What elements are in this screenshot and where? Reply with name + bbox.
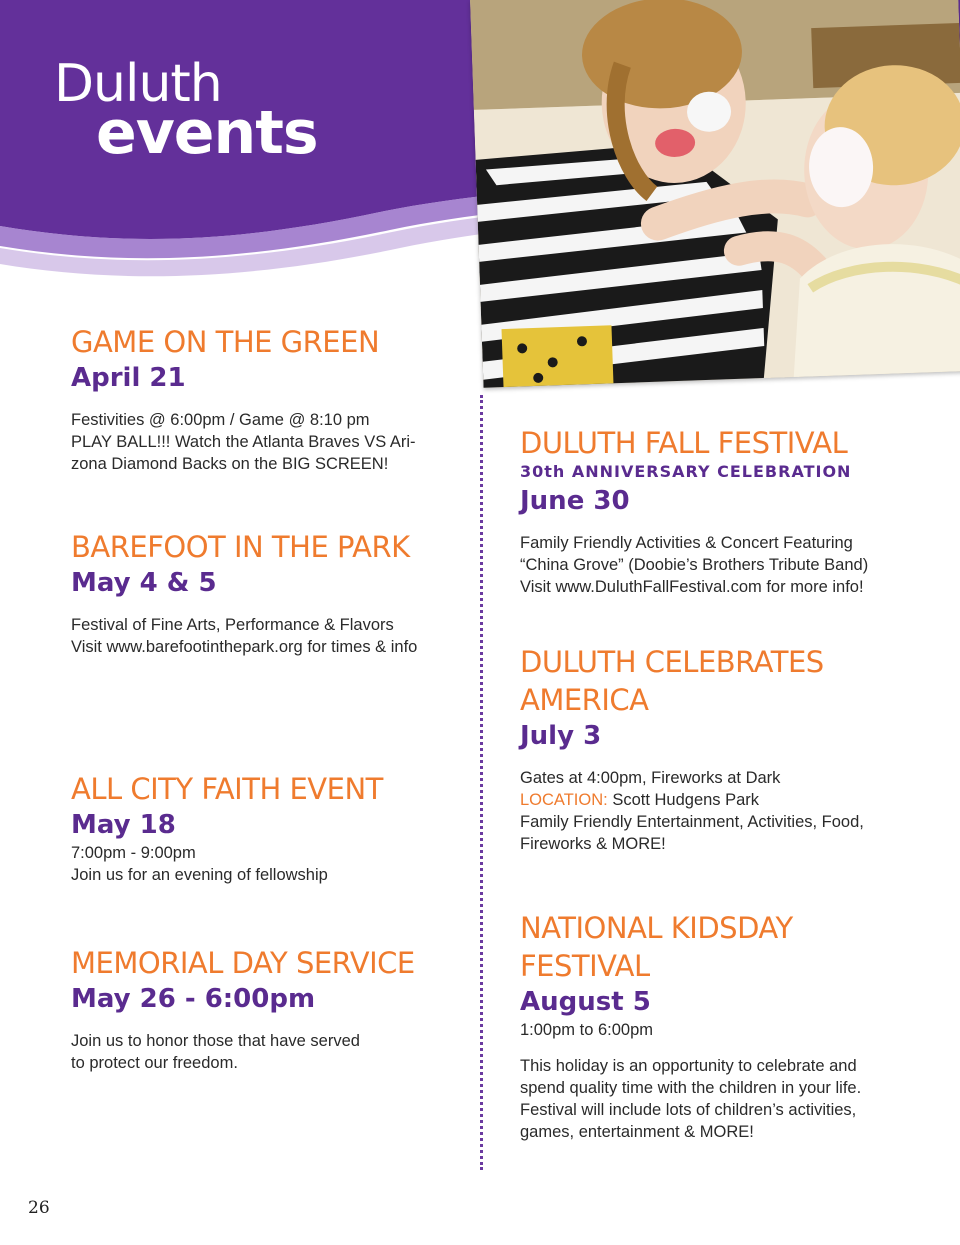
event-text: “China Grove” (Doobie’s Brothers Tribute Band)	[520, 556, 869, 574]
header-title-events: events	[96, 98, 318, 168]
event-all-city-faith	[71, 770, 383, 886]
photo-illustration	[470, 0, 960, 388]
event-duluth-fall-festival	[520, 424, 868, 598]
page-number: 26	[28, 1198, 50, 1218]
column-divider	[480, 395, 483, 1170]
event-text: Fireworks & MORE!	[520, 835, 666, 853]
event-date: May 26 - 6:00pm	[71, 984, 316, 1014]
event-date: July 3	[520, 721, 602, 751]
event-date: May 18	[71, 810, 176, 840]
event-barefoot-in-the-park	[71, 528, 417, 658]
event-title: AMERICA	[520, 683, 649, 717]
event-national-kidsday-festival	[520, 909, 861, 1143]
event-text: Join us for an evening of fellowship	[71, 866, 328, 884]
event-text: Family Friendly Entertainment, Activities, Food,	[520, 813, 864, 831]
event-title: BAREFOOT IN THE PARK	[71, 530, 410, 564]
event-text: Visit www.barefootinthepark.org for times & info	[71, 638, 418, 656]
event-text: Join us to honor those that have served	[71, 1032, 360, 1050]
event-text: Visit www.DuluthFallFestival.com for more info!	[520, 578, 864, 596]
event-text: Family Friendly Activities & Concert Featuring	[520, 534, 853, 552]
event-location	[520, 789, 864, 811]
location-label: LOCATION:	[520, 791, 608, 809]
event-memorial-day-service	[71, 944, 415, 1074]
event-title: ALL CITY FAITH EVENT	[71, 772, 383, 806]
event-text: PLAY BALL!!! Watch the Atlanta Braves VS Ari-	[71, 433, 416, 451]
event-text: spend quality time with the children in your life.	[520, 1079, 862, 1097]
event-text: games, entertainment & MORE!	[520, 1123, 754, 1141]
event-subtitle: 30th ANNIVERSARY CELEBRATION	[520, 462, 852, 481]
event-date: May 4 & 5	[71, 568, 217, 598]
event-date: August 5	[520, 987, 651, 1017]
event-title: DULUTH FALL FESTIVAL	[520, 426, 848, 460]
clown-face-painting-photo	[470, 0, 960, 388]
event-text: Festival will include lots of children’s activities,	[520, 1101, 857, 1119]
event-title: MEMORIAL DAY SERVICE	[71, 946, 415, 980]
event-title: GAME ON THE GREEN	[71, 325, 380, 359]
event-date: June 30	[520, 486, 630, 516]
event-text: Gates at 4:00pm, Fireworks at Dark	[520, 769, 781, 787]
event-date: April 21	[71, 363, 186, 393]
event-game-on-the-green	[71, 323, 416, 475]
event-duluth-celebrates-america	[520, 643, 864, 855]
event-text: zona Diamond Backs on the BIG SCREEN!	[71, 455, 389, 473]
event-title: NATIONAL KIDSDAY	[520, 911, 793, 945]
event-text: 7:00pm - 9:00pm	[71, 844, 196, 862]
event-text: Festival of Fine Arts, Performance & Flavors	[71, 616, 394, 634]
location-value: Scott Hudgens Park	[612, 791, 760, 809]
event-title: FESTIVAL	[520, 949, 650, 983]
event-text: This holiday is an opportunity to celebrate and	[520, 1057, 857, 1075]
event-text: to protect our freedom.	[71, 1054, 238, 1072]
event-title: DULUTH CELEBRATES	[520, 645, 824, 679]
header-title-duluth: Duluth	[54, 54, 222, 114]
event-text: Festivities @ 6:00pm / Game @ 8:10 pm	[71, 411, 370, 429]
event-time: 1:00pm to 6:00pm	[520, 1021, 653, 1039]
